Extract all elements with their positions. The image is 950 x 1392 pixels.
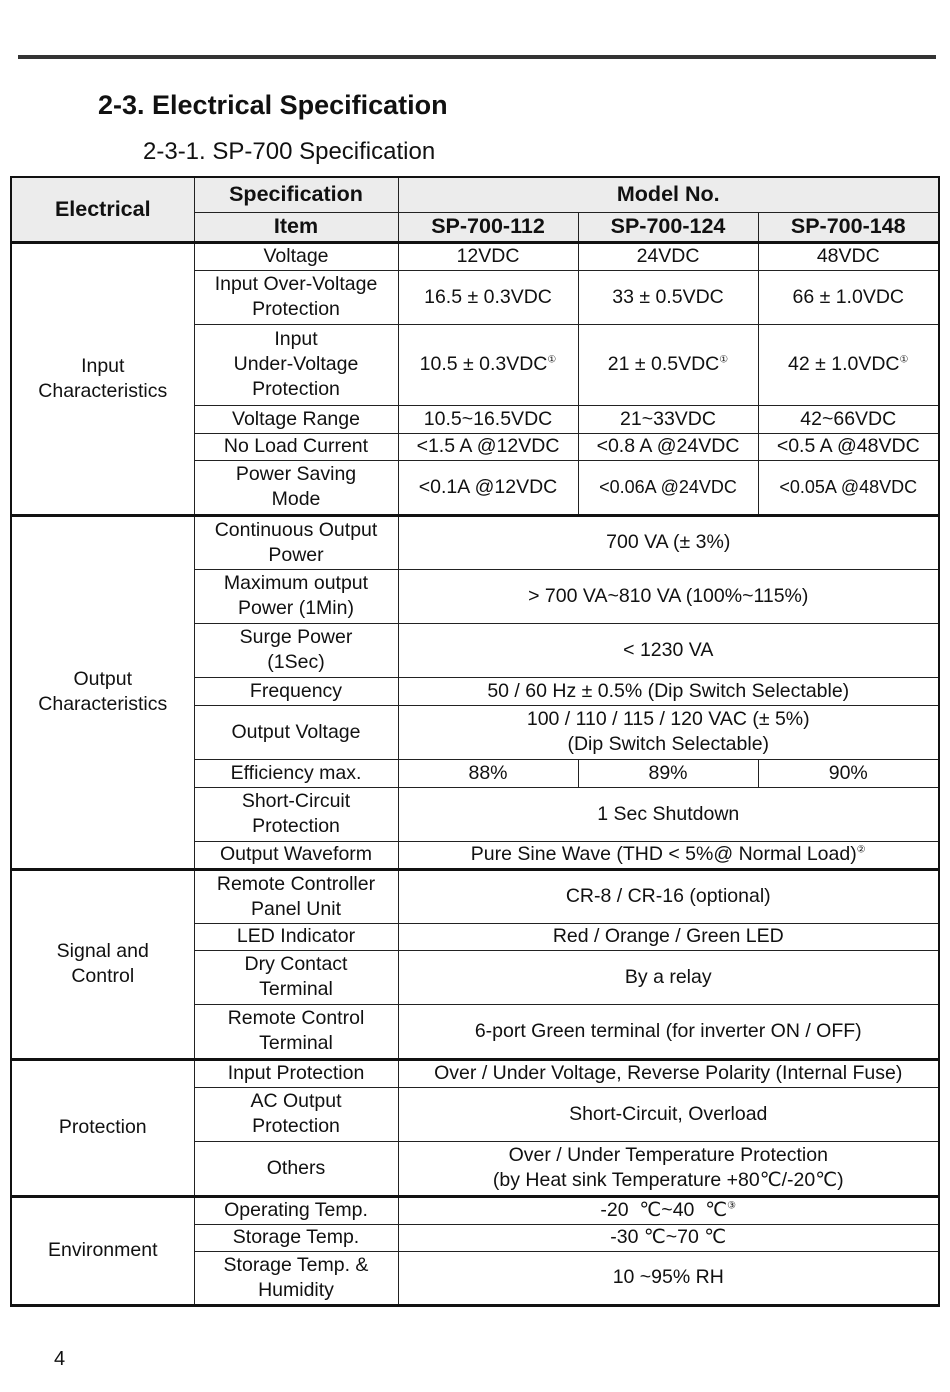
item-cell: Frequency xyxy=(194,677,398,705)
item-cell: Operating Temp. xyxy=(194,1196,398,1224)
item-cell: Dry Contact Terminal xyxy=(194,950,398,1004)
group-protection: Protection xyxy=(11,1059,194,1196)
item-cell: Remote Controller Panel Unit xyxy=(194,869,398,923)
item-cell: Input Protection xyxy=(194,1059,398,1087)
value-cell: 89% xyxy=(578,759,758,787)
page-number: 4 xyxy=(54,1348,66,1370)
value-cell: 33 ± 0.5VDC xyxy=(578,270,758,324)
value-cell: CR-8 / CR-16 (optional) xyxy=(398,869,939,923)
item-cell: Remote Control Terminal xyxy=(194,1004,398,1059)
value-cell: 700 VA (± 3%) xyxy=(398,515,939,569)
value-cell: <0.8 A @24VDC xyxy=(578,433,758,460)
value-cell: Over / Under Voltage, Reverse Polarity (Internal Fuse) xyxy=(398,1059,939,1087)
value-cell: 42~66VDC xyxy=(758,405,939,433)
value-cell: <0.06A @24VDC xyxy=(578,460,758,515)
value-cell: <0.5 A @48VDC xyxy=(758,433,939,460)
value-cell: 16.5 ± 0.3VDC xyxy=(398,270,578,324)
item-cell: Short-Circuit Protection xyxy=(194,787,398,841)
item-header: Item xyxy=(194,212,398,242)
value-cell: 10 ~95% RH xyxy=(398,1251,939,1305)
value-cell: 66 ± 1.0VDC xyxy=(758,270,939,324)
item-cell: Efficiency max. xyxy=(194,759,398,787)
value-cell: 10.5~16.5VDC xyxy=(398,405,578,433)
table-row xyxy=(11,242,939,270)
value-cell: 50 / 60 Hz ± 0.5% (Dip Switch Selectable) xyxy=(398,677,939,705)
value-text: 42 ± 1.0VDC xyxy=(788,353,900,375)
specification-header: Specification xyxy=(194,177,398,212)
item-cell: Input Under-Voltage Protection xyxy=(194,324,398,405)
table-row xyxy=(11,1059,939,1087)
value-cell: < 1230 VA xyxy=(398,623,939,677)
group-signal-and-control: Signal and Control xyxy=(11,869,194,1059)
model-header: SP-700-112 xyxy=(398,212,578,242)
value-cell xyxy=(758,324,939,405)
item-cell: Maximum output Power (1Min) xyxy=(194,569,398,623)
value-cell: Short-Circuit, Overload xyxy=(398,1087,939,1141)
value-cell: 48VDC xyxy=(758,242,939,270)
value-cell xyxy=(398,1196,939,1224)
item-cell: AC Output Protection xyxy=(194,1087,398,1141)
value-cell: <1.5 A @12VDC xyxy=(398,433,578,460)
value-cell: 6-port Green terminal (for inverter ON / OFF) xyxy=(398,1004,939,1059)
item-cell: Output Waveform xyxy=(194,841,398,869)
value-cell: Over / Under Temperature Protection (by Heat sink Temperature +80℃/-20℃) xyxy=(398,1141,939,1196)
value-cell: 100 / 110 / 115 / 120 VAC (± 5%) (Dip Switch Selectable) xyxy=(398,705,939,759)
value-cell: 90% xyxy=(758,759,939,787)
item-cell: No Load Current xyxy=(194,433,398,460)
model-header: SP-700-124 xyxy=(578,212,758,242)
item-cell: Power Saving Mode xyxy=(194,460,398,515)
value-cell: Red / Orange / Green LED xyxy=(398,923,939,950)
value-cell: -30 ℃~70 ℃ xyxy=(398,1224,939,1251)
table-row xyxy=(11,869,939,923)
item-cell: Storage Temp. & Humidity xyxy=(194,1251,398,1305)
header-row-1 xyxy=(11,177,939,212)
item-cell: Continuous Output Power xyxy=(194,515,398,569)
subsection-title: 2-3-1. SP-700 Specification xyxy=(143,138,436,165)
value-cell xyxy=(398,841,939,869)
value-cell: 24VDC xyxy=(578,242,758,270)
footnote-marker: ① xyxy=(547,354,557,366)
value-cell: 21~33VDC xyxy=(578,405,758,433)
item-cell: Storage Temp. xyxy=(194,1224,398,1251)
footnote-marker: ① xyxy=(899,354,909,366)
value-cell: > 700 VA~810 VA (100%~115%) xyxy=(398,569,939,623)
value-text: 10.5 ± 0.3VDC xyxy=(419,353,548,375)
value-text: Pure Sine Wave (THD < 5%@ Normal Load) xyxy=(470,843,857,865)
item-cell: LED Indicator xyxy=(194,923,398,950)
electrical-header: Electrical xyxy=(11,177,194,242)
item-cell: Output Voltage xyxy=(194,705,398,759)
item-cell: Others xyxy=(194,1141,398,1196)
value-cell: 1 Sec Shutdown xyxy=(398,787,939,841)
item-cell: Surge Power (1Sec) xyxy=(194,623,398,677)
group-output-characteristics: Output Characteristics xyxy=(11,515,194,869)
item-cell: Voltage xyxy=(194,242,398,270)
value-cell: <0.1A @12VDC xyxy=(398,460,578,515)
spec-table xyxy=(10,176,940,1307)
value-cell: By a relay xyxy=(398,950,939,1004)
footnote-marker: ② xyxy=(856,844,866,856)
section-title: 2-3. Electrical Specification xyxy=(98,90,448,120)
table-row xyxy=(11,515,939,569)
model-header: SP-700-148 xyxy=(758,212,939,242)
model-no-header: Model No. xyxy=(398,177,939,212)
item-cell: Voltage Range xyxy=(194,405,398,433)
value-cell xyxy=(578,324,758,405)
value-cell: <0.05A @48VDC xyxy=(758,460,939,515)
value-cell xyxy=(398,324,578,405)
value-text: 21 ± 0.5VDC xyxy=(607,353,720,375)
value-cell: 12VDC xyxy=(398,242,578,270)
footnote-marker: ① xyxy=(719,354,729,366)
top-rule xyxy=(18,55,936,59)
table-row xyxy=(11,1196,939,1224)
value-cell: 88% xyxy=(398,759,578,787)
footnote-marker: ③ xyxy=(727,1200,737,1212)
group-input-characteristics: Input Characteristics xyxy=(11,242,194,515)
group-environment: Environment xyxy=(11,1196,194,1305)
item-cell: Input Over-Voltage Protection xyxy=(194,270,398,324)
value-text: -20 ℃~40 ℃ xyxy=(600,1199,728,1221)
